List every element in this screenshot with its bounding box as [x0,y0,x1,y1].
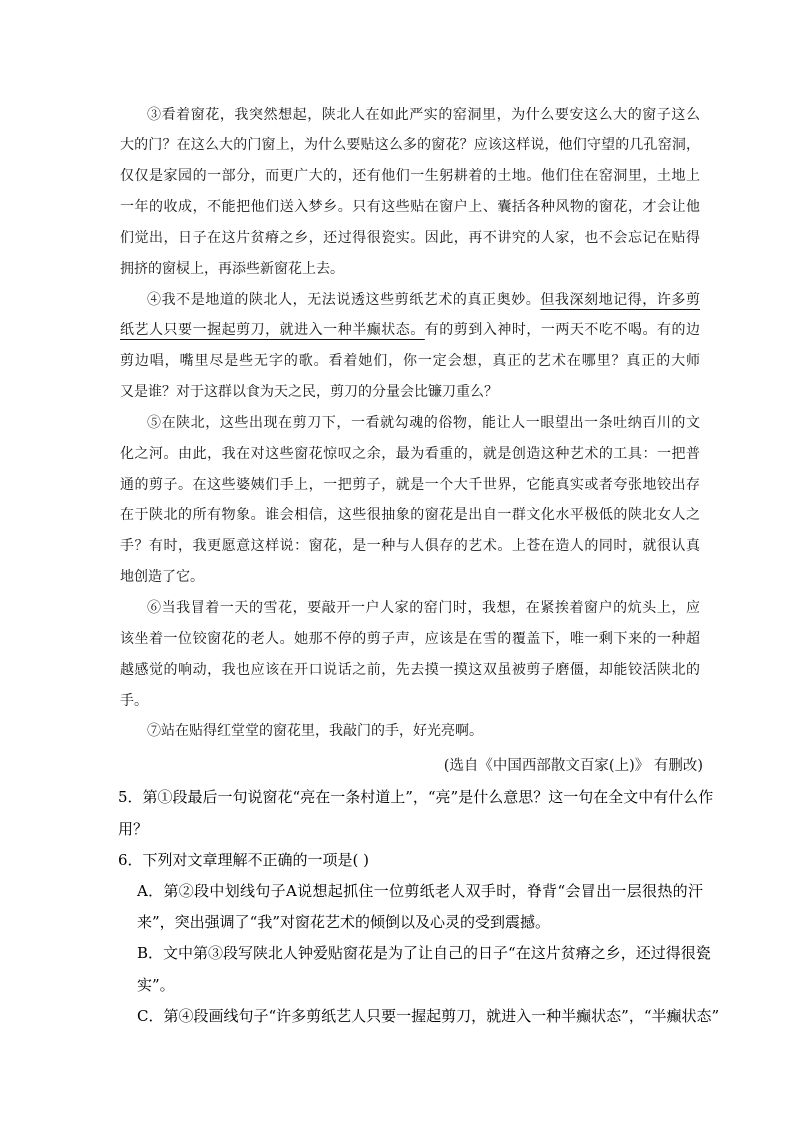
line-text: 有的剪到入神时，一两天不吃不喝。有的边 [424,322,701,339]
paragraph-4 [120,285,700,408]
option-line: 来”，突出强调了“我”对窗花艺术的倾倒以及心灵的受到震撼。 [137,913,551,932]
line-text: ④我不是地道的陕北人，无法说透这些剪纸艺术的真正奥妙。 [147,291,541,308]
paragraph-line: ⑥当我冒着一天的雪花，要敲开一户人家的窑门时，我想，在紧挨着窗户的炕头上，应 [147,600,700,616]
option-line [118,876,703,907]
paragraph-7 [120,716,700,747]
paragraph-5 [120,408,700,593]
question-6 [118,845,720,1032]
paragraph-line: 该坐着一位铰窗花的老人。她那不停的剪子声，应该是在雪的覆盖下，唯一剩下来的一种超 [120,630,700,647]
option-a [118,876,703,938]
paragraph-line: 一年的收成，不能把他们送入梦乡。只有这些贴在窗户上、囊括各种风物的窗花，才会让他 [120,199,700,216]
question-number: 5． [118,788,143,807]
paragraph-line: 越感觉的响动，我也应该在开口说话之前，先去摸一摸这双虽被剪子磨僵，却能铰活陕北的 [120,661,700,678]
paragraph-line: ⑦站在贴得红堂堂的窗花里，我敲门的手，好光亮啊。 [147,723,483,740]
underlined-sentence: 但我深刻地记得，许多剪 [540,291,701,308]
question-stem [118,845,703,876]
question-number: 6． [118,850,143,869]
question-5 [118,782,714,844]
option-c [118,1001,720,1032]
question-line: 用？ [118,819,149,838]
option-line: 实”。 [137,975,175,994]
paragraph-line: ③看着窗花，我突然想起，陕北人在如此严实的窑洞里，为什么要安这么大的窗子这么 [147,106,700,123]
question-text: 第①段最后一句说窗花“亮在一条村道上”，“亮”是什么意思？这一句在全文中有什么作 [142,788,714,807]
paragraph-6 [120,593,700,716]
paragraph-line: 在于陕北的所有物象。谁会相信，这些很抽象的窗花是出自一群文化水平极低的陕北女人之 [120,507,700,524]
paragraph-line: ⑤在陕北，这些出现在剪刀下，一看就勾魂的俗物，能让人一眼望出一条吐纳百川的文 [147,414,700,431]
option-text: 第②段中划线句子A说想起抓住一位剪纸老人双手时，脊背“会冒出一层很热的汗 [163,881,703,900]
paragraph-line: 拥挤的窗棂上，再添些新窗花上去。 [120,260,344,277]
questions-section [118,782,720,1032]
underlined-sentence: 纸艺人只要一握起剪刀，就进入一种半癫状态。 [120,322,425,339]
paragraph-line: 手。 [120,692,148,709]
option-text: 第④段画线句子“许多剪纸艺人只要一握起剪刀，就进入一种半癫状态”，“半癫状态” [163,1006,720,1025]
paragraph-line: 地创造了它。 [120,569,204,586]
option-b [118,938,711,1000]
paragraph-line: 通的剪子。在这些婆姨们手上，一把剪子，就是一个大千世界，它能真实或者夸张地铰出存 [120,476,700,493]
paragraph-line [120,315,700,346]
paragraph-line: 剪边唱，嘴里尽是些无字的歌。看着她们，你一定会想，真正的艺术在哪里？真正的大师 [120,353,700,370]
option-letter: C． [137,1006,164,1025]
paragraph-line: 仅仅是家园的一部分，而更广大的，还有他们一生躬耕着的土地。他们住在窑洞里，土地上 [120,168,700,185]
paragraph-line: 手？有时，我更愿意这样说：窗花，是一种与人俱存的艺术。上苍在造人的同时，就很认真 [120,538,700,555]
paragraph-line: 又是谁？对于这群以食为天之民，剪刀的分量会比镰刀重么？ [120,384,498,401]
paragraph-3 [120,100,700,285]
question-line [118,782,714,813]
option-letter: A． [137,881,164,900]
paragraph-line: 们觉出，日子在这片贫瘠之乡，还过得很瓷实。因此，再不讲究的人家，也不会忘记在贴得 [120,229,700,246]
paragraph-line [120,285,700,316]
question-text: 下列对文章理解不正确的一项是( ) [142,850,370,869]
option-letter: B． [137,944,164,963]
option-text: 文中第③段写陕北人钟爱贴窗花是为了让自己的日子“在这片贫瘠之乡，还过得很瓷 [163,944,711,963]
source-citation: (选自《中国西部散文百家(上)》 有删改) [443,758,703,775]
option-line [118,1001,720,1032]
reading-passage [120,100,700,748]
option-line [118,938,711,969]
paragraph-line: 化之河。由此，我在对这些窗花惊叹之余，最为看重的，就是创造这种艺术的工具：一把普 [120,445,700,462]
paragraph-line: 大的门？在这么大的门窗上，为什么要贴这么多的窗花？应该这样说，他们守望的几孔窑洞， [120,137,700,154]
